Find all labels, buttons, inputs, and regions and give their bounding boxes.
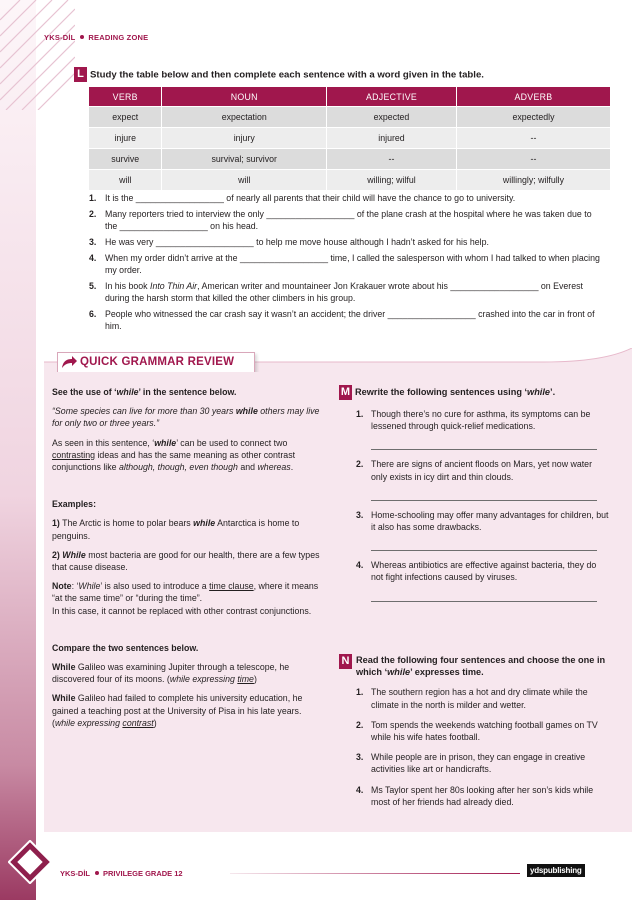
footer-title: PRIVILEGE GRADE 12: [103, 869, 183, 878]
table-row: [89, 107, 611, 128]
table-cell: injury: [162, 128, 327, 149]
section-m: [339, 385, 609, 608]
list-item: [89, 237, 603, 249]
item-number: 4.: [356, 784, 364, 795]
example-2: 2) While most bacteria are good for our health, there are a few types that cause disease.: [52, 549, 320, 573]
answer-line[interactable]: [371, 601, 597, 602]
grammar-example-quote: “Some species can live for more than 30 years while others may live for only two or three years.”: [52, 406, 320, 429]
item-number: 4.: [89, 253, 97, 264]
table-row: [89, 128, 611, 149]
decorative-stripes: [0, 0, 75, 110]
list-item: [89, 281, 603, 304]
item-number: 4.: [356, 560, 364, 571]
footer-series: YKS-DİL: [60, 869, 90, 878]
section-m-badge: M: [340, 386, 351, 398]
footer-rule: [230, 873, 520, 874]
table-cell: injure: [89, 128, 162, 149]
answer-line[interactable]: [371, 500, 597, 501]
list-item: [339, 458, 609, 482]
header-section: READING ZONE: [88, 33, 149, 42]
list-item: [89, 209, 603, 232]
table-row: [89, 170, 611, 191]
list-item: [339, 719, 609, 743]
grammar-intro: See the use of ‘while’ in the sentence below.: [52, 387, 237, 397]
publisher-logo: ydspublishing: [527, 864, 585, 877]
item-number: 1.: [89, 193, 97, 203]
table-header-cell: ADJECTIVE: [327, 87, 457, 107]
item-text: Home-schooling may offer many advantages for children, but it also has some drawbacks.: [371, 509, 609, 533]
list-item: [89, 193, 603, 205]
table-cell: --: [327, 149, 457, 170]
list-item: [339, 686, 609, 710]
item-text: Ms Taylor spent her 80s looking after her son’s kids while most of her friends had already died.: [371, 784, 594, 807]
list-item: [339, 751, 609, 775]
sentence-text: People who witnessed the car crash say it wasn’t an accident; the driver __________________ crashed into the car in front of him.: [105, 309, 595, 331]
word-form-table: [89, 87, 611, 190]
item-number: 2.: [356, 459, 364, 470]
rewrite-list: [339, 408, 609, 602]
section-l-heading: [74, 66, 604, 84]
sentence-text: Many reporters tried to interview the only __________________ of the plane crash at the hospital where he was taken due to the __________________ on his head.: [105, 209, 592, 231]
page-side-band: [0, 0, 36, 900]
sentence-text: He was very ____________________ to help me move house although I hadn’t asked for his help.: [105, 237, 489, 248]
answer-line[interactable]: [371, 550, 597, 551]
list-item: [339, 784, 609, 808]
table-header-cell: VERB: [89, 87, 162, 107]
table-cell: will: [89, 170, 162, 191]
running-header: [44, 33, 148, 42]
section-n-badge: N: [339, 654, 352, 669]
item-number: 3.: [356, 752, 364, 763]
section-n-instruction: Read the following four sentences and choose the one in which ‘while’ expresses time.: [356, 655, 606, 678]
compare-sentence-1: While Galileo was examining Jupiter through a telescope, he discovered four of its moons. (while expressing time): [52, 662, 290, 685]
answer-line[interactable]: [371, 449, 597, 450]
table-cell: --: [456, 128, 610, 149]
table-cell: survive: [89, 149, 162, 170]
diamond-emblem-icon: [8, 840, 52, 884]
footer-dot: [95, 871, 99, 875]
running-footer: [60, 869, 183, 878]
list-item: [89, 309, 603, 332]
table-header-cell: NOUN: [162, 87, 327, 107]
table-cell: expectedly: [456, 107, 610, 128]
section-l-instruction: Study the table below and then complete each sentence with a word given in the table.: [90, 69, 484, 81]
item-text: Tom spends the weekends watching football games on TV while his wife hates football.: [371, 719, 598, 743]
item-number: 2.: [89, 209, 97, 220]
header-series: YKS-DİL: [44, 33, 76, 42]
table-cell: willing; wilful: [327, 170, 457, 191]
quick-grammar-review-title: [57, 352, 255, 374]
section-m-heading: [339, 385, 609, 400]
section-l-badge: L: [74, 67, 87, 82]
table-cell: survival; survivor: [162, 149, 327, 170]
item-text: While people are in prison, they can engage in creative activities like art or handicrafts.: [371, 752, 586, 775]
item-number: 3.: [356, 509, 364, 520]
list-item: [339, 509, 609, 533]
grammar-explanation: [52, 386, 324, 736]
table-header-cell: ADVERB: [456, 87, 610, 107]
item-number: 3.: [89, 237, 97, 248]
item-text: Though there’s no cure for asthma, its symptoms can be lessened through quick-relief medications.: [371, 409, 591, 432]
compare-sentence-2: While Galileo had failed to complete his university education, he gained a teaching post at the University of Pisa in his late years. (while expressing contrast): [52, 693, 303, 728]
item-text: There are signs of ancient floods on Mars, yet now water only exists in icy dirt and thin clouds.: [371, 459, 593, 482]
grammar-note: Note: ‘While’ is also used to introduce a time clause, where it means “at the same time” or “during the time”. In this case, it cannot be replaced with other contrast conjunctions.: [52, 581, 319, 616]
item-number: 5.: [89, 281, 97, 292]
header-dot: [80, 35, 84, 39]
arrow-icon: [61, 355, 78, 370]
qgr-title-text: QUICK GRAMMAR REVIEW: [80, 356, 235, 368]
table-cell: expectation: [162, 107, 327, 128]
example-1: 1) The Arctic is home to polar bears while Antarctica is home to penguins.: [52, 518, 300, 541]
sentence-text: When my order didn’t arrive at the __________________ time, I called the salesperson with whom I had talked to when placing my order.: [105, 253, 600, 276]
table-cell: willingly; wilfully: [456, 170, 610, 191]
list-item: [339, 408, 609, 432]
table-row: [89, 149, 611, 170]
section-n-heading: [339, 654, 609, 678]
examples-heading: Examples:: [52, 499, 97, 510]
choose-list: [339, 686, 609, 808]
section-m-instruction: Rewrite the following sentences using ‘while’.: [355, 386, 556, 397]
table-cell: --: [456, 149, 610, 170]
item-text: The southern region has a hot and dry climate while the climate in the north is milder and wetter.: [371, 687, 588, 710]
table-cell: injured: [327, 128, 457, 149]
sentence-text: It is the __________________ of nearly all parents that their child will have the chance to go to university.: [105, 193, 516, 203]
item-number: 6.: [89, 309, 97, 320]
table-cell: will: [162, 170, 327, 191]
item-number: 1.: [356, 687, 364, 698]
item-number: 2.: [356, 719, 364, 730]
sentence-text: In his book Into Thin Air, American writer and mountaineer Jon Krakauer wrote about his __________________ on Everest during the harsh storm that killed the other climbers in his group.: [105, 281, 583, 303]
list-item: [89, 253, 603, 276]
sentence-list: [89, 193, 603, 337]
compare-heading: Compare the two sentences below.: [52, 642, 199, 653]
item-number: 1.: [356, 409, 364, 419]
list-item: [339, 559, 609, 583]
item-text: Whereas antibiotics are effective against bacteria, they do not fight infections caused by viruses.: [371, 560, 597, 583]
table-cell: expected: [327, 107, 457, 128]
table-cell: expect: [89, 107, 162, 128]
grammar-explanation-text: As seen in this sentence, ‘while’ can be used to connect two contrasting ideas and has the same meaning as other contrast conjunctions like although, though, even though and whereas.: [52, 437, 296, 473]
section-n: [339, 654, 609, 808]
